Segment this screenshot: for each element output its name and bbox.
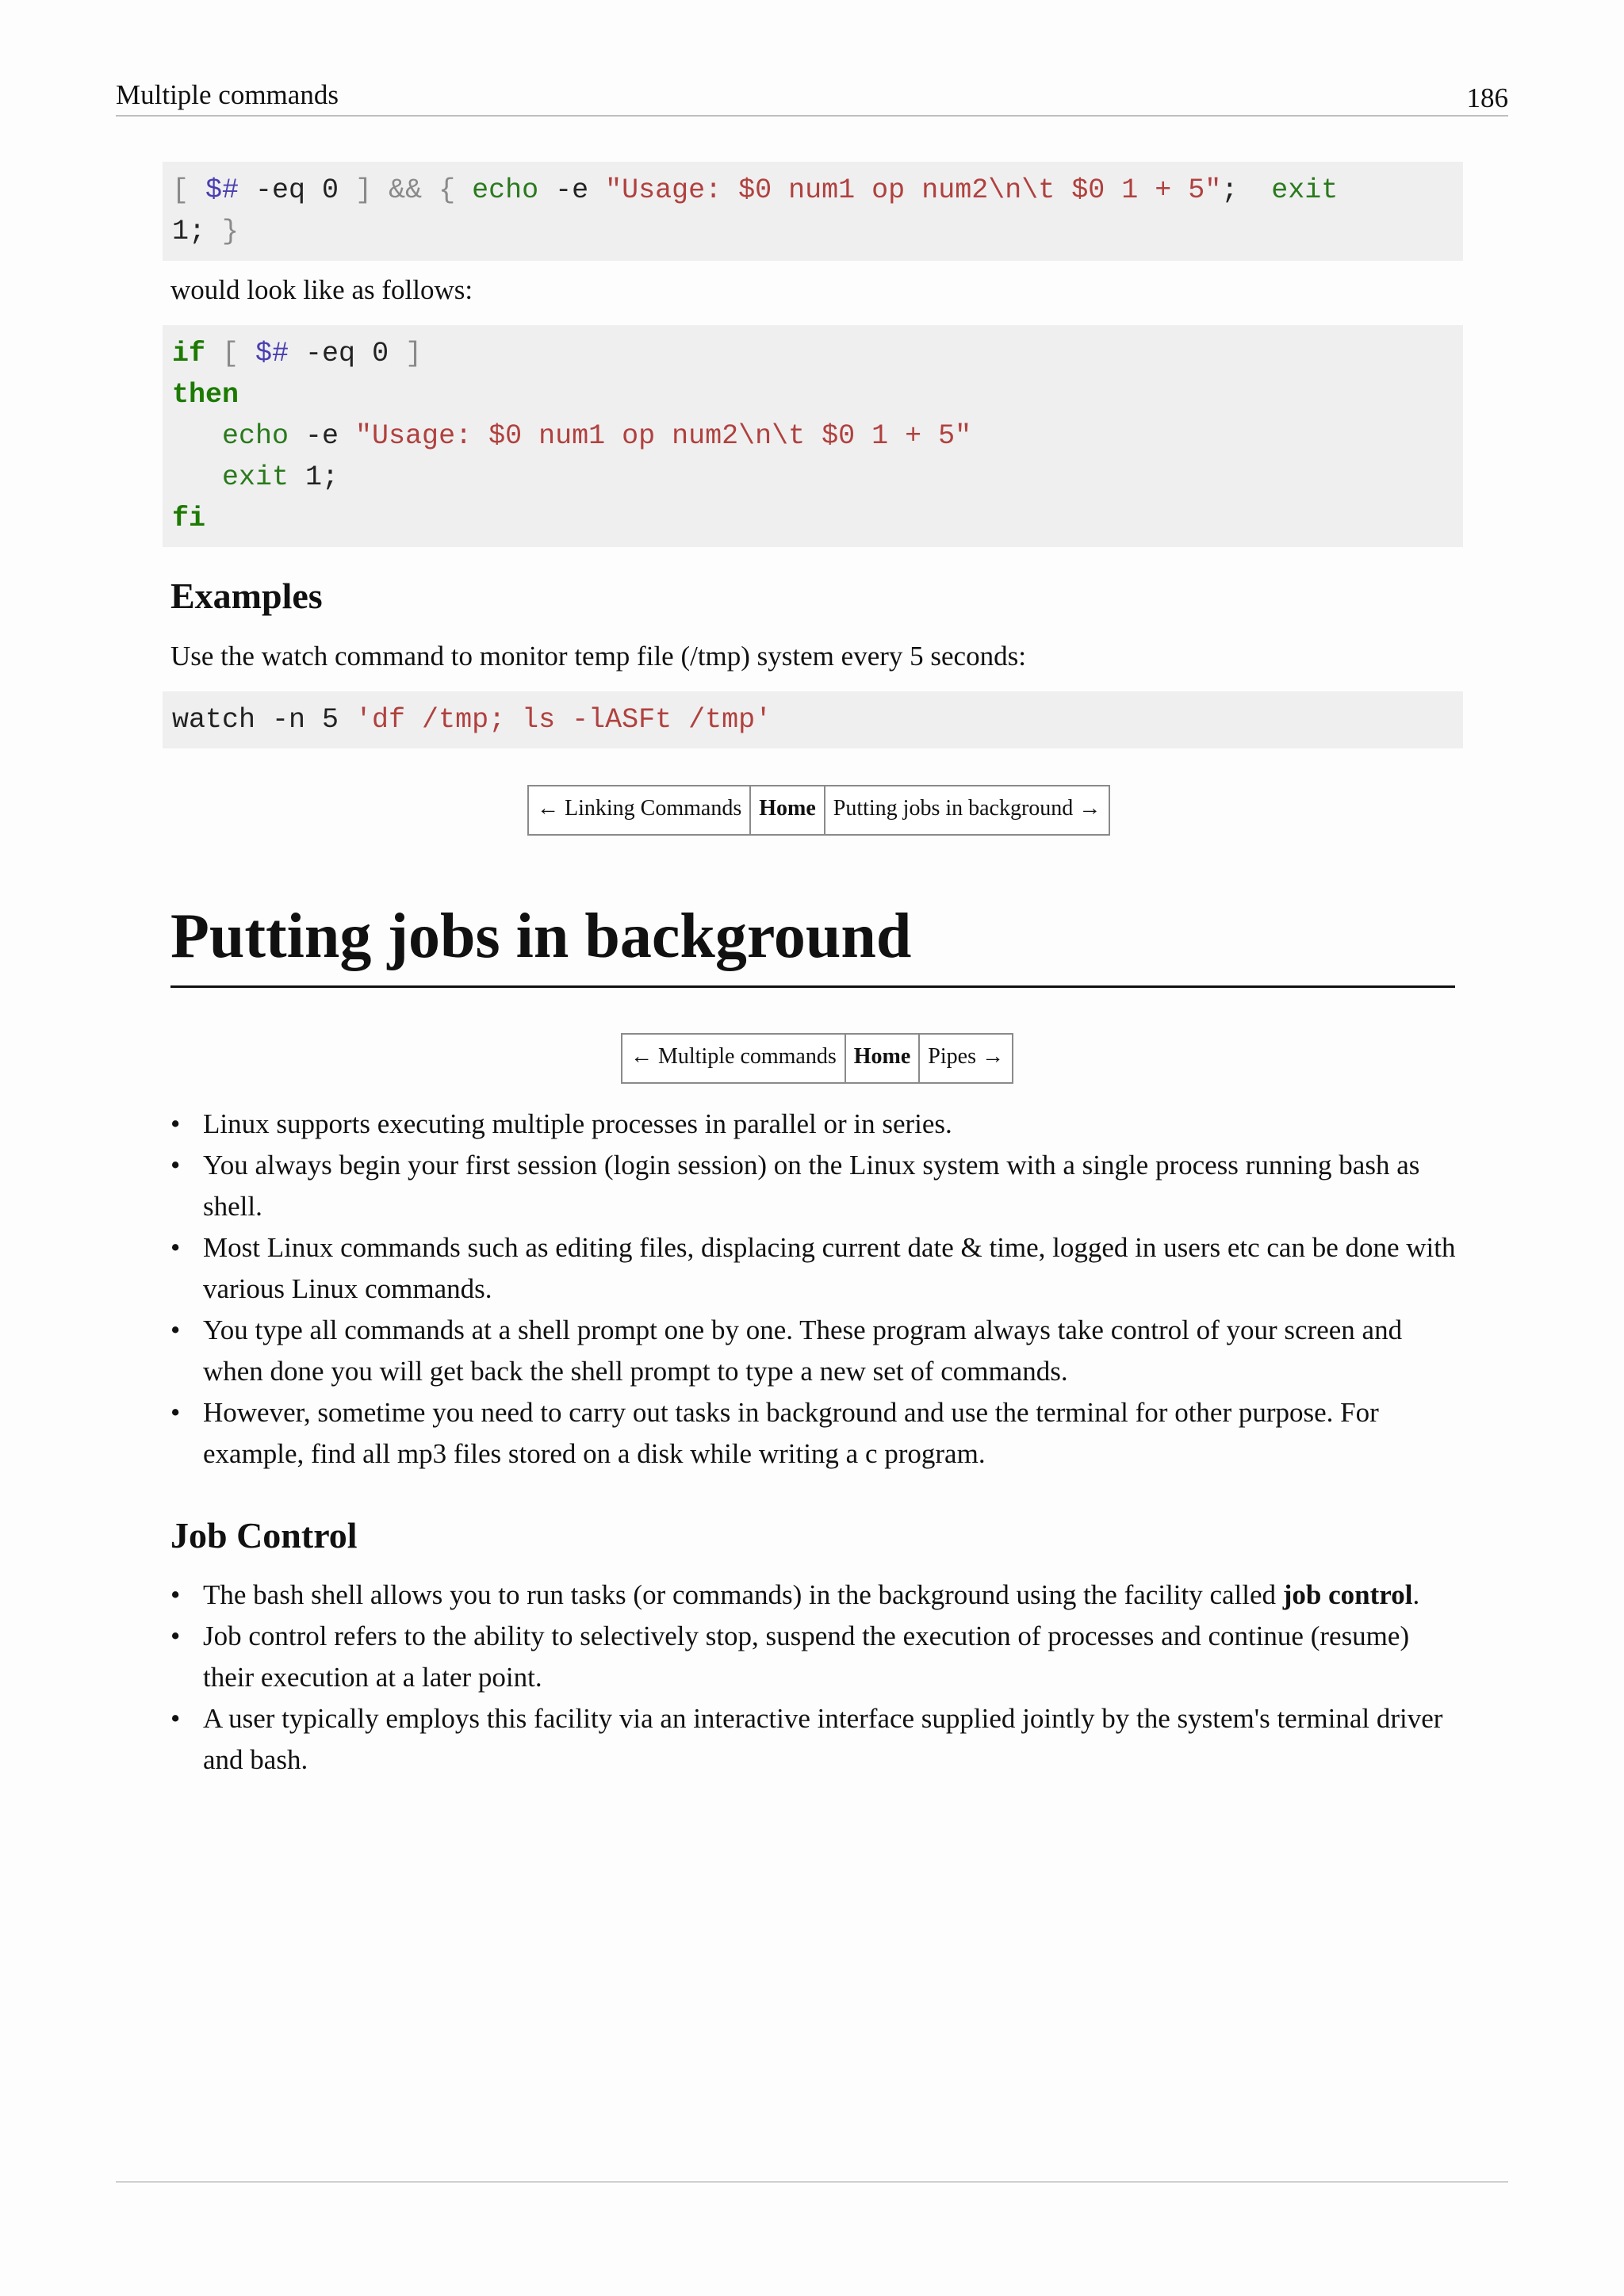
job-control-heading: Job Control bbox=[170, 1515, 358, 1556]
code-token: exit bbox=[1271, 174, 1339, 206]
code-token: [ bbox=[172, 174, 206, 206]
code-token: "Usage: $0 num1 op num2\n\t $0 1 + 5" bbox=[355, 420, 972, 452]
list-item bbox=[170, 1392, 1463, 1475]
code-block-usage-oneliner bbox=[163, 162, 1463, 261]
code-line bbox=[172, 498, 1463, 539]
page-number: 186 bbox=[1466, 82, 1508, 113]
list-item bbox=[170, 1145, 1463, 1227]
code-token: 1; bbox=[172, 216, 223, 247]
code-line bbox=[172, 374, 1463, 415]
running-title: Multiple commands bbox=[116, 79, 339, 110]
bullet-icon: • bbox=[170, 1314, 181, 1345]
bullet-icon: • bbox=[170, 1232, 181, 1263]
title-rule bbox=[170, 985, 1455, 988]
code-token: "Usage: $0 num1 op num2\n\t $0 1 + 5" bbox=[605, 174, 1222, 206]
job-control-bullet-list bbox=[170, 1575, 1463, 1781]
list-item-text: A user typically employs this facility via an interactive interface supplied jointly by the system's terminal driver and bash. bbox=[203, 1703, 1443, 1775]
list-item-text: However, sometime you need to carry out tasks in background and use the terminal for other purpose. For example, find all mp3 files stored on a disk while writing a c program. bbox=[203, 1397, 1379, 1469]
code-line bbox=[172, 699, 1463, 740]
code-token: } bbox=[222, 216, 239, 247]
page-nav-chapter bbox=[621, 1033, 1013, 1084]
examples-heading: Examples bbox=[170, 576, 323, 616]
list-item bbox=[170, 1616, 1463, 1698]
footer-rule bbox=[116, 2181, 1508, 2183]
list-item-text: Linux supports executing multiple processes in parallel or in series. bbox=[203, 1108, 952, 1139]
header-rule bbox=[116, 115, 1508, 117]
page-nav-top bbox=[527, 785, 1110, 836]
code-line bbox=[172, 333, 1463, 374]
list-item-text: Job control refers to the ability to selectively stop, suspend the execution of processes and continue (resume) their execution at a later point. bbox=[203, 1621, 1410, 1693]
intro-bullet-list bbox=[170, 1104, 1463, 1475]
nav-home-link[interactable]: Home bbox=[749, 786, 824, 834]
list-item bbox=[170, 1227, 1463, 1310]
bullet-icon: • bbox=[170, 1150, 181, 1181]
bullet-icon: • bbox=[170, 1703, 181, 1734]
nav-prev-link[interactable]: ← Multiple commands bbox=[630, 1044, 837, 1069]
code-token: exit bbox=[222, 461, 289, 493]
bullet-icon: • bbox=[170, 1579, 181, 1610]
code-token: -e bbox=[289, 420, 356, 452]
code-line bbox=[172, 457, 1463, 498]
code-line bbox=[172, 170, 1463, 211]
code-token: 1; bbox=[289, 461, 339, 493]
list-item-emphasis: job control bbox=[1282, 1579, 1413, 1610]
list-item-text: The bash shell allows you to run tasks (or commands) in the background using the facility called bbox=[203, 1579, 1283, 1610]
code-token: [ bbox=[205, 338, 256, 369]
nav-next-link[interactable]: Pipes → bbox=[918, 1035, 1012, 1082]
examples-paragraph: Use the watch command to monitor temp file (/tmp) system every 5 seconds: bbox=[170, 641, 1026, 672]
code-token: fi bbox=[172, 503, 206, 534]
code-token: -eq 0 bbox=[239, 174, 356, 206]
code-token bbox=[172, 420, 222, 452]
code-token: watch -n 5 bbox=[172, 704, 356, 736]
bullet-icon: • bbox=[170, 1108, 181, 1139]
nav-next-link[interactable]: Putting jobs in background → bbox=[824, 786, 1109, 834]
code-token: echo bbox=[472, 174, 539, 206]
list-item bbox=[170, 1575, 1463, 1616]
list-item-text: You type all commands at a shell prompt one by one. These program always take control of your screen and when done you will get back the shell prompt to type a new set of commands. bbox=[203, 1314, 1403, 1387]
nav-prev-link[interactable]: ← Linking Commands bbox=[537, 796, 742, 821]
nav-home-link[interactable]: Home bbox=[845, 1035, 919, 1082]
bullet-icon: • bbox=[170, 1621, 181, 1651]
intro-paragraph: would look like as follows: bbox=[170, 274, 473, 305]
list-item bbox=[170, 1104, 1463, 1145]
code-token: 'df /tmp; ls -lASFt /tmp' bbox=[355, 704, 772, 736]
code-block-watch bbox=[163, 691, 1463, 748]
bullet-icon: • bbox=[170, 1397, 181, 1428]
code-token: ] && { bbox=[355, 174, 473, 206]
list-item bbox=[170, 1310, 1463, 1392]
code-token: ; bbox=[1221, 174, 1272, 206]
code-token: -eq 0 bbox=[289, 338, 406, 369]
list-item-text: You always begin your first session (login session) on the Linux system with a single process running bash as shell. bbox=[203, 1150, 1420, 1222]
chapter-title: Putting jobs in background bbox=[170, 901, 912, 971]
code-line bbox=[172, 211, 1463, 252]
code-token: $# bbox=[205, 174, 239, 206]
code-line bbox=[172, 415, 1463, 457]
code-token: then bbox=[172, 379, 239, 411]
code-token: ] bbox=[405, 338, 423, 369]
code-token: -e bbox=[538, 174, 606, 206]
list-item-text: Most Linux commands such as editing files, displacing current date & time, logged in users etc can be done with various Linux commands. bbox=[203, 1232, 1456, 1304]
code-token: echo bbox=[222, 420, 289, 452]
code-token bbox=[172, 461, 222, 493]
list-item bbox=[170, 1698, 1463, 1781]
code-token: if bbox=[172, 338, 206, 369]
list-item-text: . bbox=[1412, 1579, 1420, 1610]
code-block-if-statement bbox=[163, 325, 1463, 547]
code-token: $# bbox=[255, 338, 289, 369]
